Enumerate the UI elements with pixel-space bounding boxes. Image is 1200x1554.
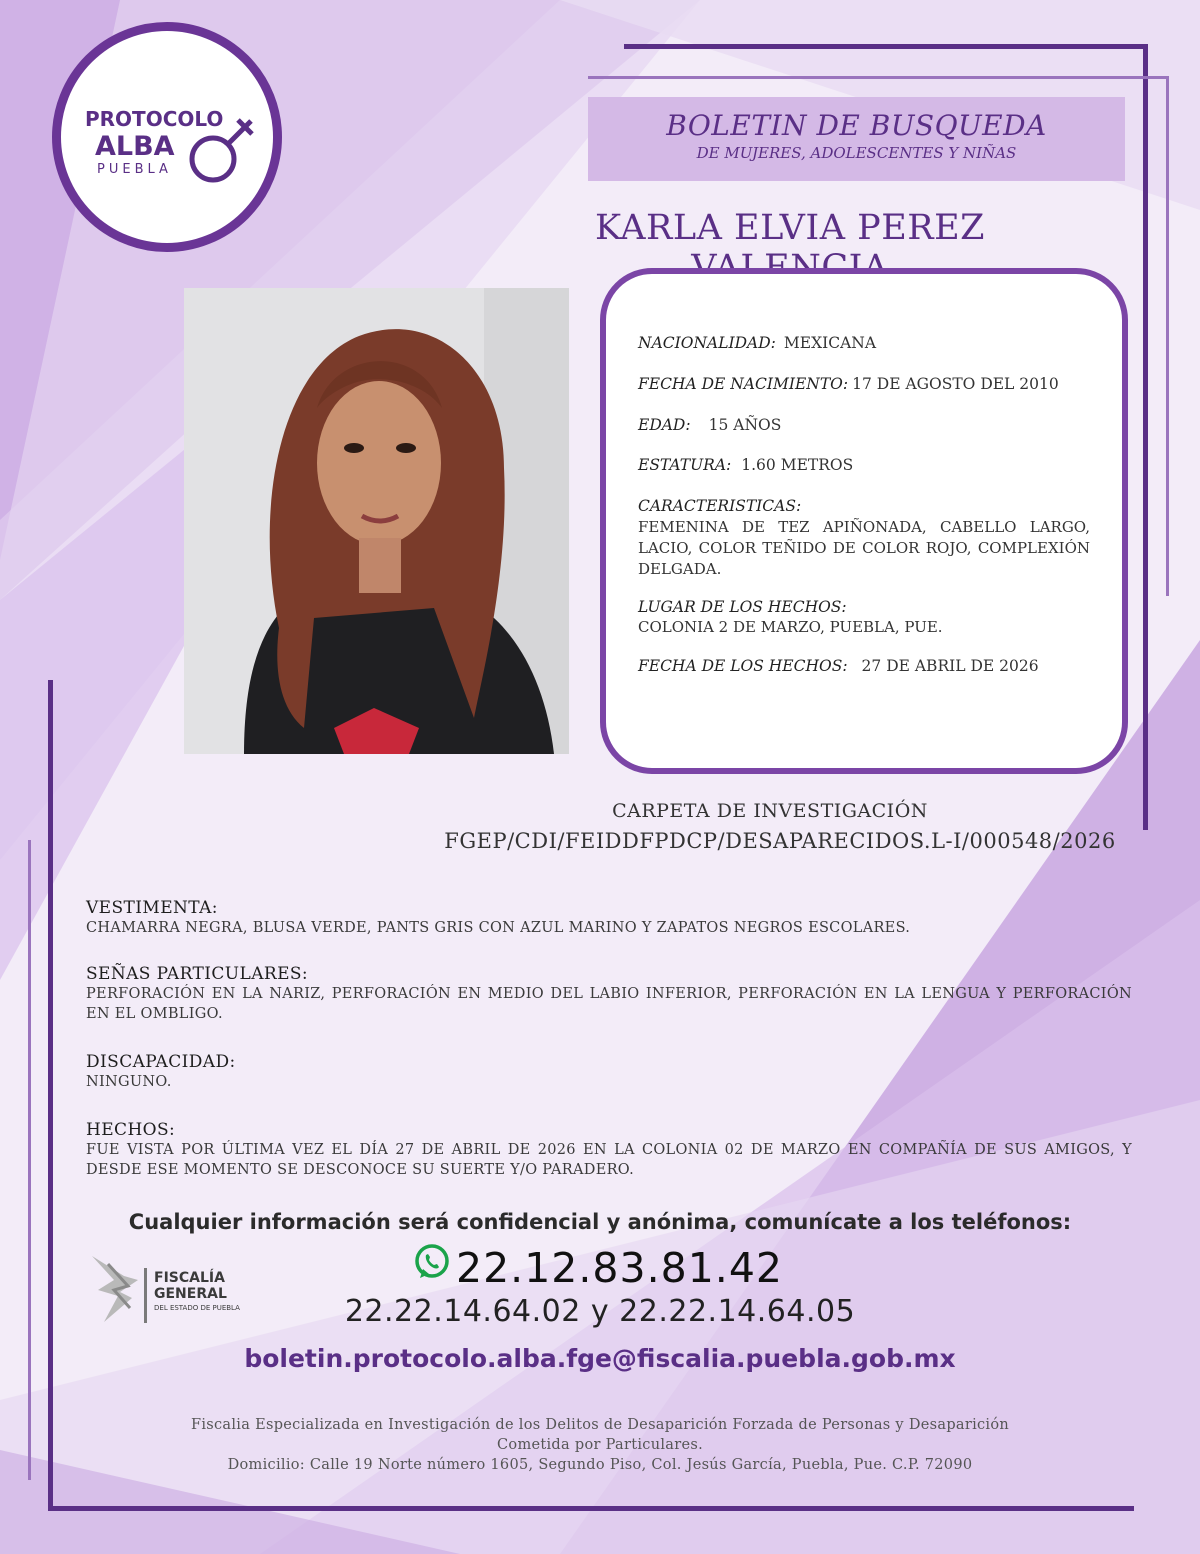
footer-address <box>100 1415 1100 1475</box>
footer-line-3: Domicilio: Calle 19 Norte número 1605, Segundo Piso, Col. Jesús García, Puebla, Pue. C.P. 72090 <box>227 1457 973 1473</box>
frame-line-left-inner <box>28 840 31 1480</box>
section-hechos: HECHOS: FUE VISTA POR ÚLTIMA VEZ EL DÍA 27 DE ABRIL DE 2026 EN LA COLONIA 02 DE MARZO EN COMPAÑÍA DE SUS AMIGOS, Y DESDE ESE MOMENTO SE DESCONOCE SU SUERTE Y/O PARADERO. <box>86 1120 1132 1178</box>
frame-line-bottom <box>48 1506 1134 1511</box>
contact-call-to-action: Cualquier información será confidencial y anónima, comunícate a los teléfonos: <box>128 1210 1072 1234</box>
detail-fecha-nacimiento: FECHA DE NACIMIENTO: 17 DE AGOSTO DEL 2010 <box>638 374 1059 393</box>
logo-line-puebla: PUEBLA <box>97 162 172 177</box>
fiscalia-emblem-icon <box>84 1250 146 1328</box>
protocolo-alba-logo <box>52 22 282 252</box>
bulletin-header <box>588 97 1125 181</box>
female-symbol-icon <box>183 111 263 191</box>
footer-line-1: Fiscalia Especializada en Investigación de los Delitos de Desaparición Forzada de Personas y Desaparición <box>190 1417 1010 1433</box>
frame-line-right <box>1143 44 1148 830</box>
detail-estatura: ESTATURA: 1.60 METROS <box>638 456 854 475</box>
fge-line-estado: DEL ESTADO DE PUEBLA <box>154 1304 240 1312</box>
section-senas-particulares: SEÑAS PARTICULARES: PERFORACIÓN EN LA NARIZ, PERFORACIÓN EN MEDIO DEL LABIO INFERIOR, PERFORACIÓN EN LA LENGUA Y PERFORACIÓN EN EL OMBLIGO. <box>86 964 1132 1022</box>
fge-line-general: GENERAL <box>154 1286 227 1302</box>
frame-line-left <box>48 680 53 1510</box>
investigation-folder-label: CARPETA DE INVESTIGACIÓN <box>612 800 928 822</box>
person-details-card <box>600 268 1128 774</box>
detail-fecha-hechos: FECHA DE LOS HECHOS: 27 DE ABRIL DE 2026 <box>638 657 1039 676</box>
phone-numbers[interactable]: 22.22.14.64.02 y 22.22.14.64.05 <box>344 1294 856 1329</box>
frame-line-top-inner <box>588 76 1168 79</box>
detail-nacionalidad: NACIONALIDAD: MEXICANA <box>638 334 877 352</box>
section-discapacidad: DISCAPACIDAD: NINGUNO. <box>86 1052 236 1090</box>
bulletin-subtitle: DE MUJERES, ADOLESCENTES Y NIÑAS <box>696 144 1017 162</box>
fge-line-fiscalia: FISCALÍA <box>154 1270 225 1286</box>
logo-line-protocolo: PROTOCOLO <box>85 107 224 131</box>
frame-line-top <box>624 44 1146 49</box>
footer-line-2: Cometida por Particulares. <box>497 1437 703 1453</box>
person-photo-illustration <box>184 288 569 754</box>
fiscalia-general-logo <box>84 1250 274 1328</box>
whatsapp-phone-number[interactable]: 22.12.83.81.42 <box>456 1244 783 1292</box>
section-vestimenta: VESTIMENTA: CHAMARRA NEGRA, BLUSA VERDE, PANTS GRIS CON AZUL MARINO Y ZAPATOS NEGROS ESCOLARES. <box>86 898 911 936</box>
investigation-folder-number: FGEP/CDI/FEIDDFPDCP/DESAPARECIDOS.L-I/000548/2026 <box>444 829 1116 853</box>
whatsapp-icon <box>412 1242 452 1282</box>
fge-logo-divider <box>144 1268 147 1323</box>
bulletin-title: BOLETIN DE BUSQUEDA <box>666 109 1047 142</box>
person-name: KARLA ELVIA PEREZ <box>595 208 985 248</box>
detail-edad: EDAD: 15 AÑOS <box>638 415 782 434</box>
frame-line-right-inner <box>1166 76 1169 596</box>
investigation-folder <box>380 796 1180 856</box>
logo-line-alba: ALBA <box>95 131 175 162</box>
person-photo <box>184 288 569 754</box>
detail-lugar-hechos: LUGAR DE LOS HECHOS: COLONIA 2 DE MARZO, PUEBLA, PUE. <box>638 598 943 636</box>
detail-caracteristicas: CARACTERISTICAS: FEMENINA DE TEZ APIÑONADA, CABELLO LARGO, LACIO, COLOR TEÑIDO DE COLOR ROJO, COMPLEXIÓN DELGADA. <box>638 497 1090 579</box>
contact-email[interactable]: boletin.protocolo.alba.fge@fiscalia.puebla.gob.mx <box>244 1344 956 1373</box>
